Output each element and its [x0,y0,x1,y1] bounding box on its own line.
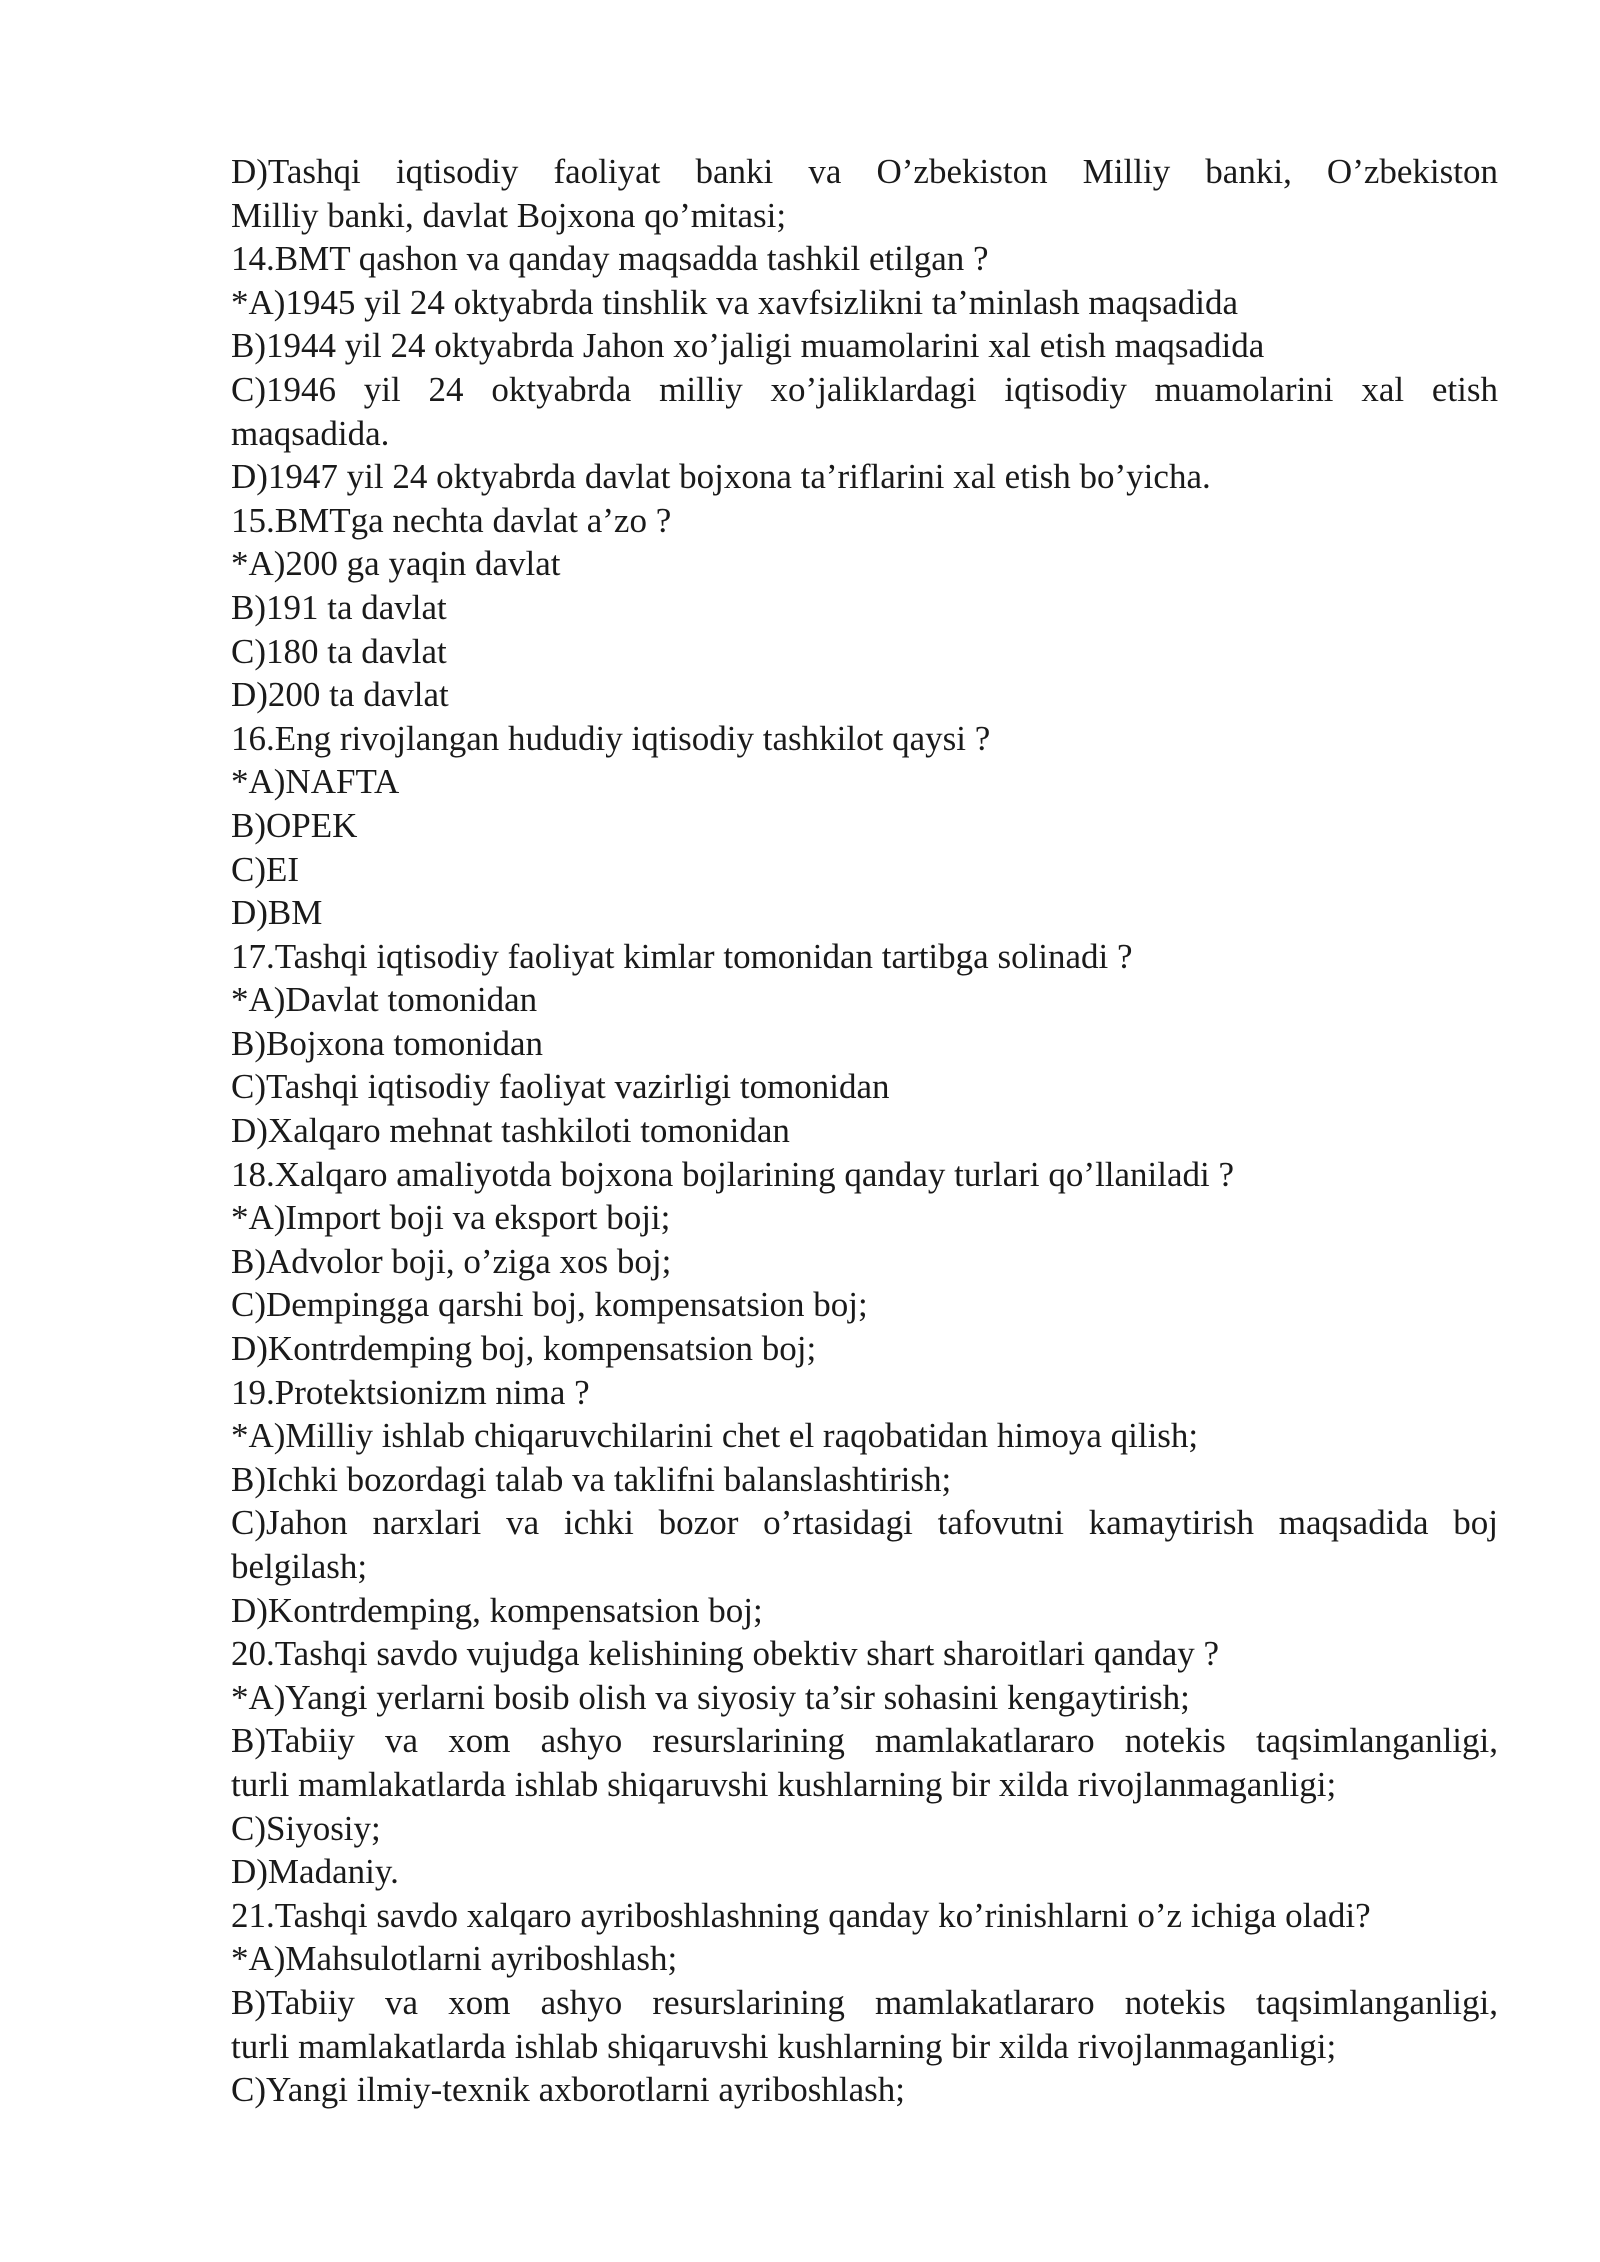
question-16: 16.Eng rivojlangan hududiy iqtisodiy tashkilot qaysi ? [231,718,991,758]
answer-option-b-18: B)Advolor boji, o’ziga xos boj; [231,1241,672,1281]
question-17: 17.Tashqi iqtisodiy faoliyat kimlar tomonidan tartibga solinadi ? [231,936,1133,976]
text-line: D)Tashqi iqtisodiy faoliyat banki va O’zbekiston Milliy banki, O’zbekiston [231,152,1498,191]
text-line: turli mamlakatlarda ishlab shiqaruvshi kushlarning bir xilda rivojlanmaganligi; [231,2026,1337,2066]
question-19: 19.Protektsionizm nima ? [231,1372,590,1412]
answer-option-d-13 [231,150,1498,237]
text-line: C)Jahon narxlari va ichki bozor o’rtasidagi tafovutni kamaytirish maqsadida boj [231,1503,1498,1543]
answer-option-d-20: D)Madaniy. [231,1852,399,1892]
answer-option-b-20 [231,1719,1498,1806]
answer-option-d-17: D)Xalqaro mehnat tashkiloti tomonidan [231,1111,790,1151]
answer-option-b-14: B)1944 yil 24 oktyabrda Jahon xo’jaligi muamolarini xal etish maqsadida [231,326,1265,366]
document-page [231,150,1498,2112]
answer-option-c-15: C)180 ta davlat [231,631,447,671]
answer-option-c-14 [231,368,1498,455]
answer-option-d-15: D)200 ta davlat [231,675,449,715]
question-20: 20.Tashqi savdo vujudga kelishining obektiv shart sharoitlari qanday ? [231,1634,1220,1674]
text-line: Milliy banki, davlat Bojxona qo’mitasi; [231,195,787,235]
answer-option-c-20: C)Siyosiy; [231,1808,381,1848]
answer-option-b-19: B)Ichki bozordagi talab va taklifni balanslashtirish; [231,1459,952,1499]
text-line: B)Tabiiy va xom ashyo resurslarining mamlakatlararo notekis taqsimlanganligi, [231,1982,1498,2022]
answer-option-b-21 [231,1981,1498,2068]
text-line: maqsadida. [231,413,390,453]
answer-option-b-16: B)OPEK [231,805,358,845]
answer-option-a-15: *A)200 ga yaqin davlat [231,544,561,584]
answer-option-d-16: D)BM [231,893,323,933]
answer-option-d-19: D)Kontrdemping, kompensatsion boj; [231,1590,763,1630]
answer-option-c-16: C)EI [231,849,300,889]
answer-option-d-18: D)Kontrdemping boj, kompensatsion boj; [231,1329,817,1369]
text-line: C)1946 yil 24 oktyabrda milliy xo’jaliklardagi iqtisodiy muamolarini xal etish [231,369,1498,409]
answer-option-a-19: *A)Milliy ishlab chiqaruvchilarini chet el raqobatidan himoya qilish; [231,1416,1199,1456]
question-15: 15.BMTga nechta davlat a’zo ? [231,500,672,540]
text-line: belgilash; [231,1547,368,1586]
answer-option-a-18: *A)Import boji va eksport boji; [231,1198,671,1238]
answer-option-c-19 [231,1501,1498,1588]
answer-option-c-21: C)Yangi ilmiy-texnik axborotlarni ayriboshlash; [231,2070,906,2110]
question-21: 21.Tashqi savdo xalqaro ayriboshlashning qanday ko’rinishlarni o’z ichiga oladi? [231,1895,1371,1935]
answer-option-a-16: *A)NAFTA [231,762,400,802]
answer-option-c-18: C)Dempingga qarshi boj, kompensatsion boj; [231,1285,868,1325]
answer-option-a-14: *A)1945 yil 24 oktyabrda tinshlik va xavfsizlikni ta’minlash maqsadida [231,282,1239,322]
answer-option-a-17: *A)Davlat tomonidan [231,980,538,1020]
question-14: 14.BMT qashon va qanday maqsadda tashkil etilgan ? [231,239,989,279]
question-18: 18.Xalqaro amaliyotda bojxona bojlarining qanday turlari qo’llaniladi ? [231,1154,1235,1194]
answer-option-b-15: B)191 ta davlat [231,587,447,627]
answer-option-c-17: C)Tashqi iqtisodiy faoliyat vazirligi tomonidan [231,1067,890,1107]
answer-option-b-17: B)Bojxona tomonidan [231,1023,544,1063]
answer-option-d-14: D)1947 yil 24 oktyabrda davlat bojxona ta’riflarini xal etish bo’yicha. [231,457,1211,497]
text-line: turli mamlakatlarda ishlab shiqaruvshi kushlarning bir xilda rivojlanmaganligi; [231,1764,1337,1804]
answer-option-a-21: *A)Mahsulotlarni ayriboshlash; [231,1939,678,1979]
text-line: B)Tabiiy va xom ashyo resurslarining mamlakatlararo notekis taqsimlanganligi, [231,1721,1498,1761]
answer-option-a-20: *A)Yangi yerlarni bosib olish va siyosiy ta’sir sohasini kengaytirish; [231,1677,1190,1717]
